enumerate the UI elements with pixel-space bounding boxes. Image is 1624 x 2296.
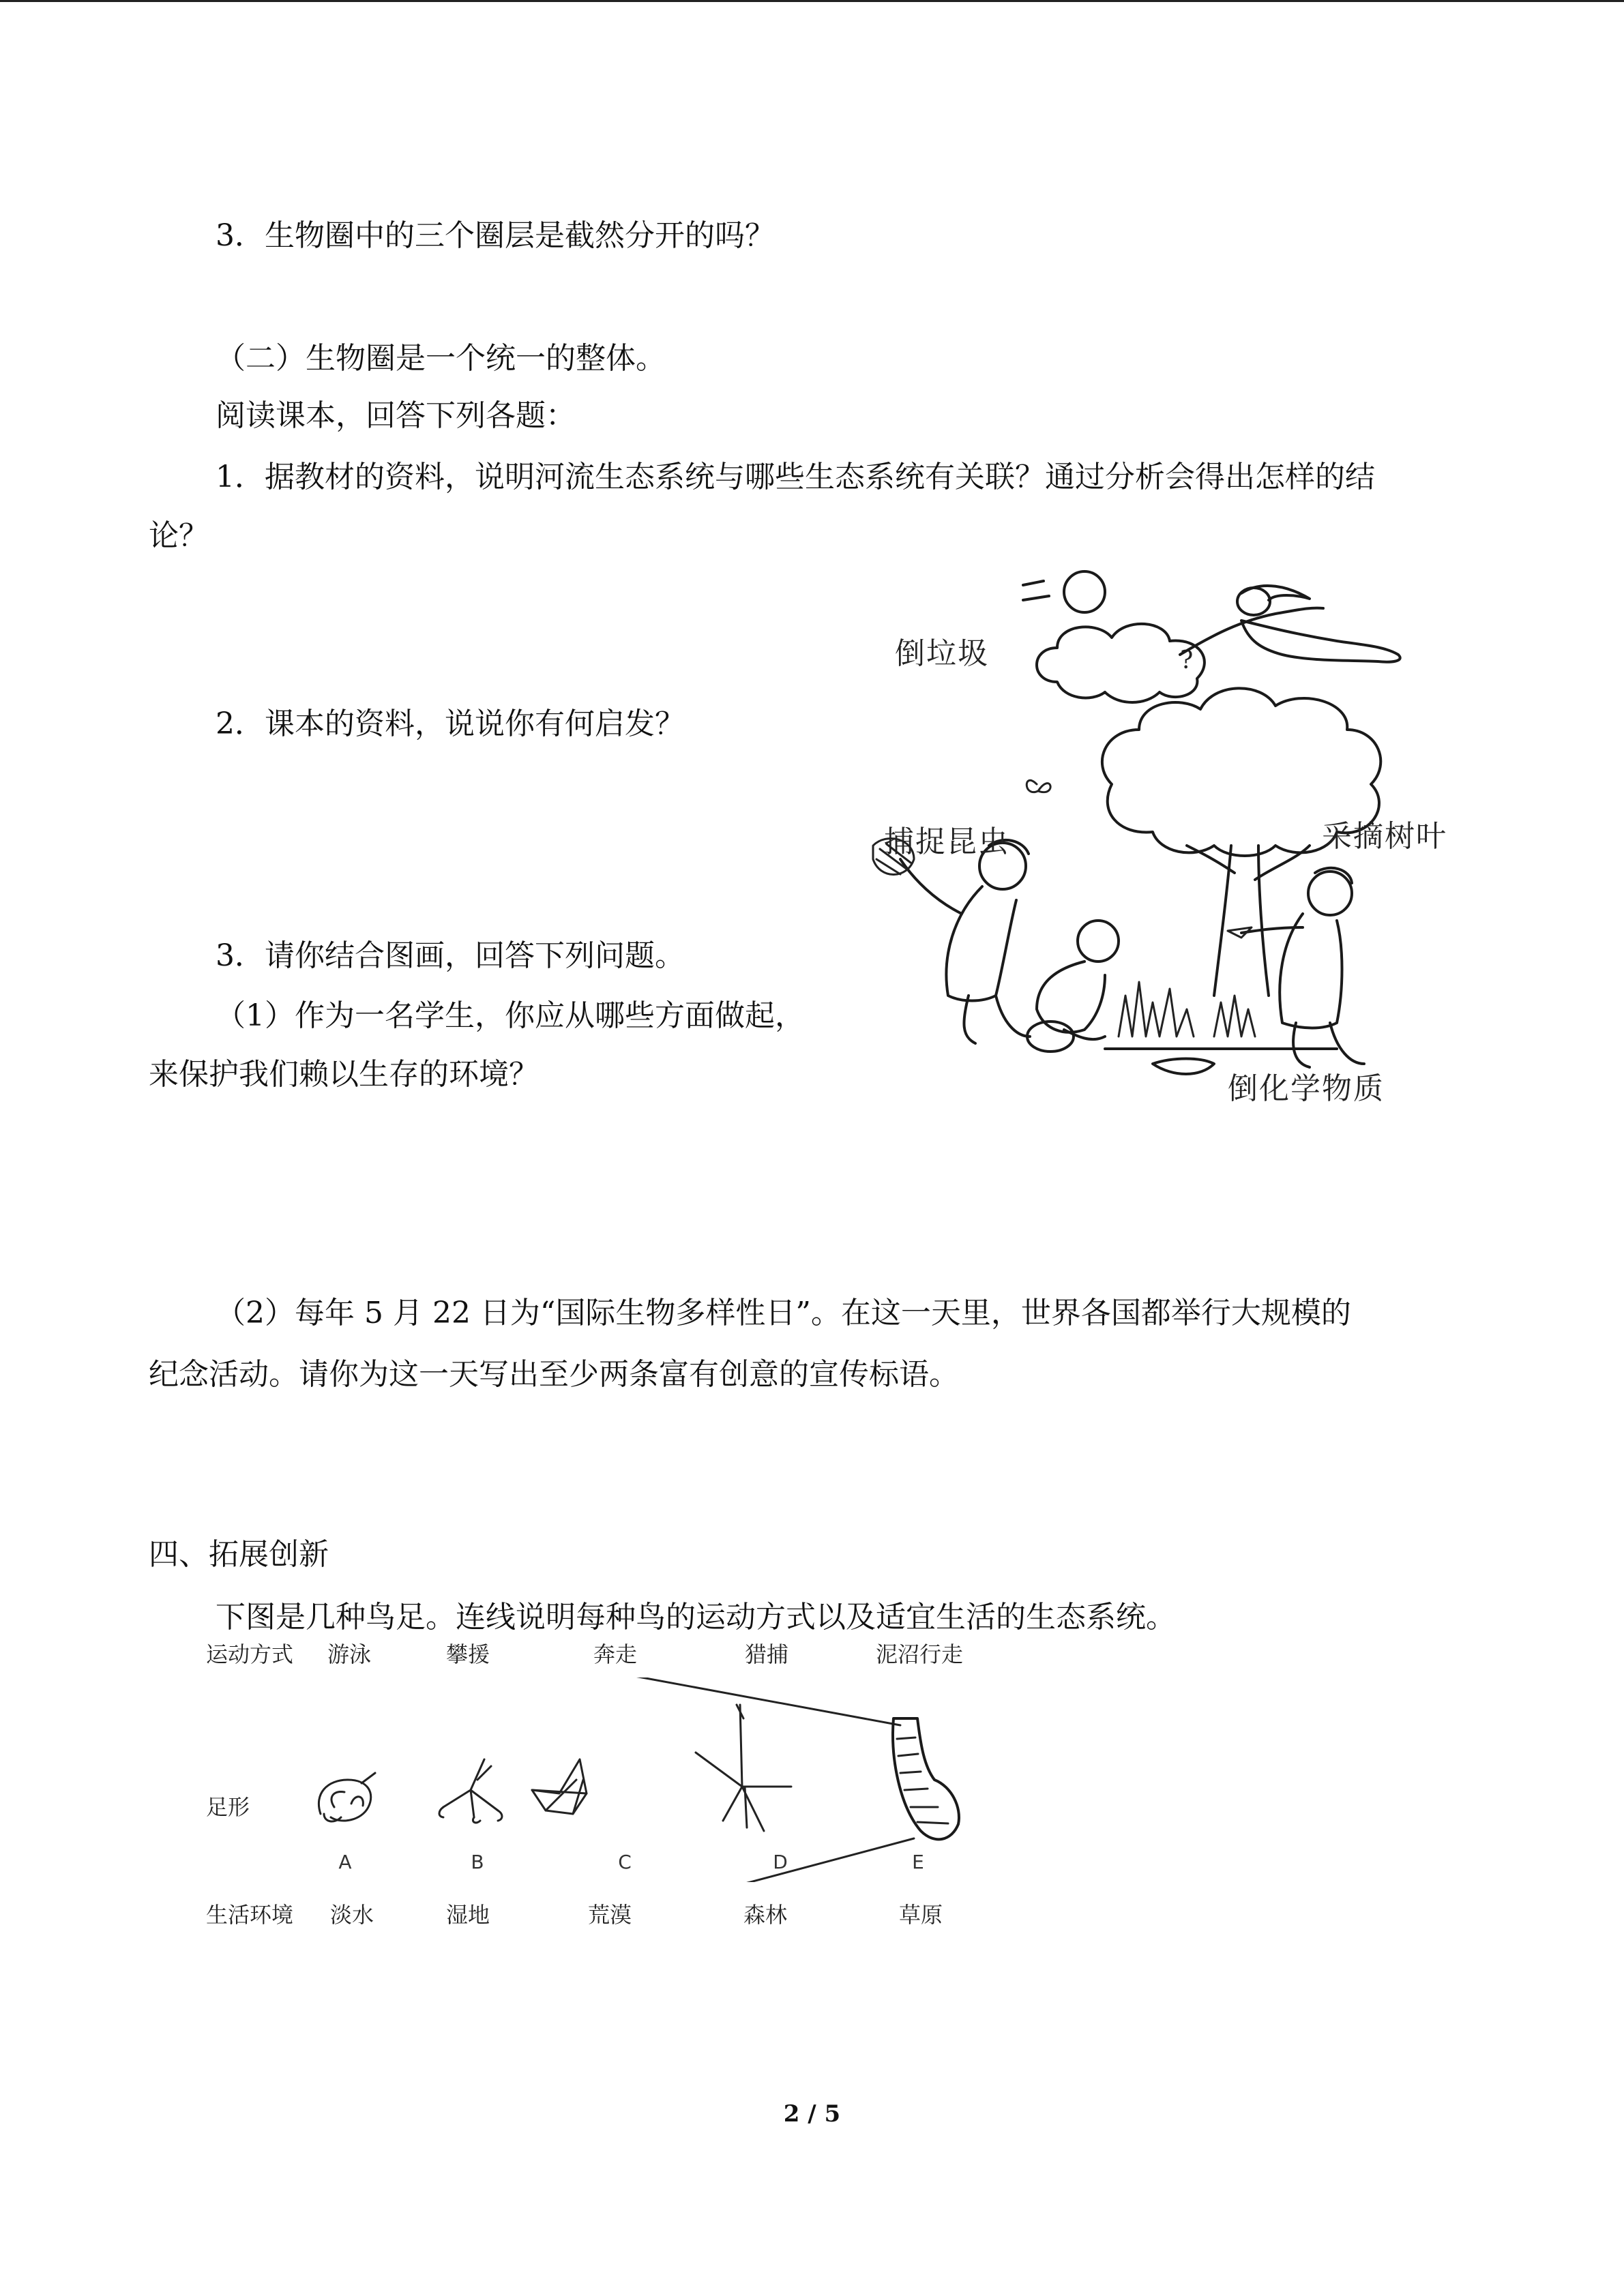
- movement-run: 奔走: [593, 1641, 638, 1667]
- tree-trunk: [1187, 846, 1310, 996]
- svg-text:?: ?: [1180, 646, 1194, 674]
- foot-e-drawing: [893, 1718, 959, 1839]
- connector-run-to-e: [612, 1678, 900, 1725]
- top-border-line: [0, 0, 1624, 2]
- butterfly-shape: [1027, 780, 1050, 792]
- foot-letter-d: D: [773, 1851, 788, 1873]
- caption-catch-insects: 捕捉昆虫: [884, 824, 1009, 859]
- foot-letter-b: B: [471, 1851, 484, 1873]
- grass-tuft-middle: [1214, 996, 1255, 1037]
- habitat-forest: 森林: [743, 1902, 788, 1928]
- crouching-figure-head: [1078, 921, 1119, 961]
- foot-letter-a: A: [338, 1851, 352, 1873]
- read-instruction: 阅读课本，回答下列各题：: [216, 398, 576, 433]
- question-3: 3．请你结合图画，回答下列问题。: [216, 938, 685, 973]
- foot-d-drawing: [696, 1705, 791, 1831]
- foot-a-drawing: [319, 1773, 375, 1821]
- leaf-picker-legs: [1293, 1023, 1364, 1067]
- page-number: 2 / 5: [783, 2100, 841, 2128]
- section-2-title: （二）生物圈是一个统一的整体。: [216, 341, 666, 376]
- cloud-shape: [1037, 624, 1205, 702]
- habitat-wetland: 湿地: [446, 1902, 490, 1928]
- habitat-grassland: 草原: [899, 1902, 943, 1928]
- habitat-desert: 荒漠: [588, 1902, 632, 1928]
- section-4-title: 四、拓展创新: [149, 1537, 329, 1572]
- question-1-line-2: 论？: [149, 518, 209, 553]
- caption-pick-leaves: 采摘树叶: [1322, 819, 1447, 854]
- sun-shape: [1064, 571, 1105, 612]
- chemical-puddle: [1153, 1059, 1214, 1075]
- question-2: 2．课本的资料，说说你有何启发？: [216, 706, 685, 741]
- net-figure-legs: [964, 996, 1030, 1043]
- question-3-circles: 3．生物圈中的三个圈层是截然分开的吗？: [216, 218, 775, 253]
- foot-letter-e: E: [912, 1851, 924, 1873]
- movement-climb: 攀援: [446, 1641, 490, 1667]
- question-3-2-line-2: 纪念活动。请你为这一天写出至少两条富有创意的宣传标语。: [149, 1357, 959, 1392]
- question-3-1-line-2: 来保护我们赖以生存的环境？: [149, 1057, 539, 1092]
- question-3-2-line-1: （2）每年 5 月 22 日为“国际生物多样性日”。在这一天里，世界各国都举行大规模的: [216, 1296, 1351, 1330]
- section-4-instruction: 下图是几种鸟足。连线说明每种鸟的运动方式以及适宜生活的生态系统。: [216, 1600, 1176, 1635]
- movement-mud-walk: 泥沼行走: [876, 1641, 964, 1667]
- grass-tuft-left: [1119, 982, 1194, 1037]
- net-figure-body: [946, 886, 1016, 1001]
- question-1-line-1: 1．据教材的资料，说明河流生态系统与哪些生态系统有关联？通过分析会得出怎样的结: [216, 460, 1375, 494]
- foot-b-drawing: [439, 1759, 502, 1823]
- foot-letter-c: C: [618, 1851, 632, 1873]
- leaf-picker-head: [1308, 871, 1352, 915]
- caption-dump-garbage: 倒垃圾: [895, 636, 989, 671]
- leaf-picker-body: [1280, 914, 1342, 1028]
- movement-hunt: 猎捕: [745, 1641, 789, 1667]
- row-label-movement: 运动方式: [206, 1641, 294, 1667]
- habitat-freshwater: 淡水: [330, 1902, 374, 1928]
- movement-swim: 游泳: [327, 1641, 372, 1667]
- row-label-foot-shape: 足形: [206, 1794, 250, 1820]
- caption-dump-chemicals: 倒化学物质: [1228, 1071, 1385, 1106]
- foot-c-drawing: [532, 1759, 587, 1814]
- flying-figure-body: [1241, 621, 1400, 662]
- row-label-habitat: 生活环境: [206, 1902, 294, 1928]
- question-3-1-line-1: （1）作为一名学生，你应从哪些方面做起，: [216, 998, 805, 1033]
